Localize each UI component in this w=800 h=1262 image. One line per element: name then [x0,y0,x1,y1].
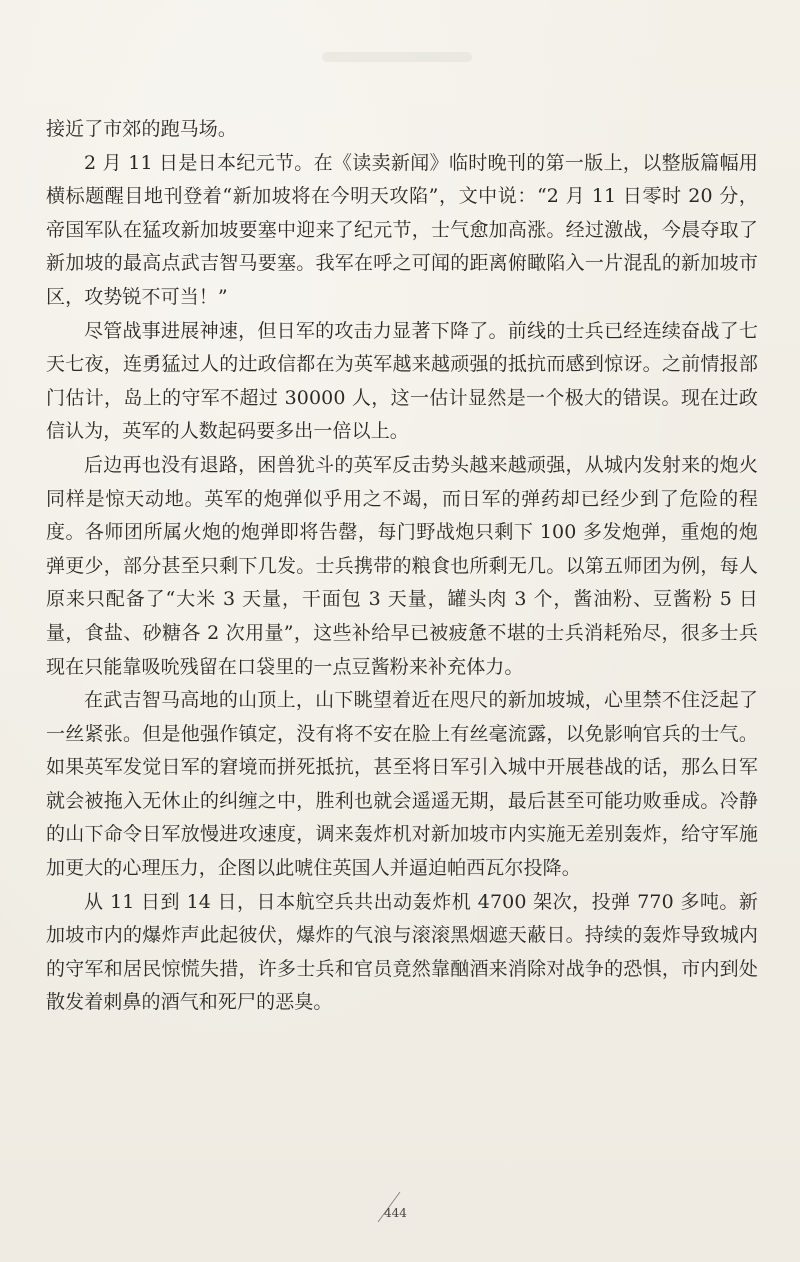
paragraph-3: 尽管战事进展神速，但日军的攻击力显著下降了。前线的士兵已经连续奋战了七天七夜，连勇猛过人的辻政信都在为英军越来越顽强的抵抗而感到惊讶。之前情报部门估计，岛上的守军不超过 30000 人，这一估计显然是一个极大的错误。现在辻政信认为，英军的人数起码要多出一倍以上。 [46,319,758,443]
paragraph-5: 在武吉智马高地的山顶上，山下眺望着近在咫尺的新加坡城，心里禁不住泛起了一丝紧张。但是他强作镇定，没有将不安在脸上有丝毫流露，以免影响官兵的士气。如果英军发觉日军的窘境而拼死抵抗，甚至将日军引入城中开展巷战的话，那么日军就会被拖入无休止的纠缠之中，胜利也就会遥遥无期，最后甚至可能功败垂成。冷静的山下命令日军放慢进攻速度，调来轰炸机对新加坡市内实施无差别轰炸，给守军施加更大的心理压力，企图以此唬住英国人并逼迫帕西瓦尔投降。 [46,689,758,880]
header-smudge [322,52,472,62]
paragraph-6: 从 11 日到 14 日，日本航空兵共出动轰炸机 4700 架次，投弹 770 多吨。新加坡市内的爆炸声此起彼伏，爆炸的气浪与滚滚黑烟遮天蔽日。持续的轰炸导致城内的守军和居民惊慌失措，许多士兵和官员竟然靠酗酒来消除对战争的恐惧，市内到处散发着刺鼻的酒气和死尸的恶臭。 [46,890,758,1014]
page-number: 444 [384,1206,407,1220]
paragraph-2: 2 月 11 日是日本纪元节。在《读卖新闻》临时晚刊的第一版上，以整版篇幅用横标题醒目地刊登着“新加坡将在今明天攻陷”，文中说：“2 月 11 日零时 20 分，帝国军队在猛攻新加坡要塞中迎来了纪元节，士气愈加高涨。经过激战，今晨夺取了新加坡的最高点武吉智马要塞。我军在呼之可闻的距离俯瞰陷入一片混乱的新加坡市区，攻势锐不可当！” [46,151,758,308]
paragraph-4: 后边再也没有退路，困兽犹斗的英军反击势头越来越顽强，从城内发射来的炮火同样是惊天动地。英军的炮弹似乎用之不竭，而日军的弹药却已经少到了危险的程度。各师团所属火炮的炮弹即将告罄，每门野战炮只剩下 100 多发炮弹，重炮的炮弹更少，部分甚至只剩下几发。士兵携带的粮食也所剩无几。以第五师团为例，每人原来只配备了“大米 3 天量，干面包 3 天量，罐头肉 3 个，酱油粉、豆酱粉 5 日量，食盐、砂糖各 2 次用量”，这些补给早已被疲惫不堪的士兵消耗殆尽，很多士兵现在只能靠吸吮残留在口袋里的一点豆酱粉来补充体力。 [46,453,758,678]
paragraph-1: 接近了市郊的跑马场。 [46,118,238,140]
body-text [46,113,758,1020]
